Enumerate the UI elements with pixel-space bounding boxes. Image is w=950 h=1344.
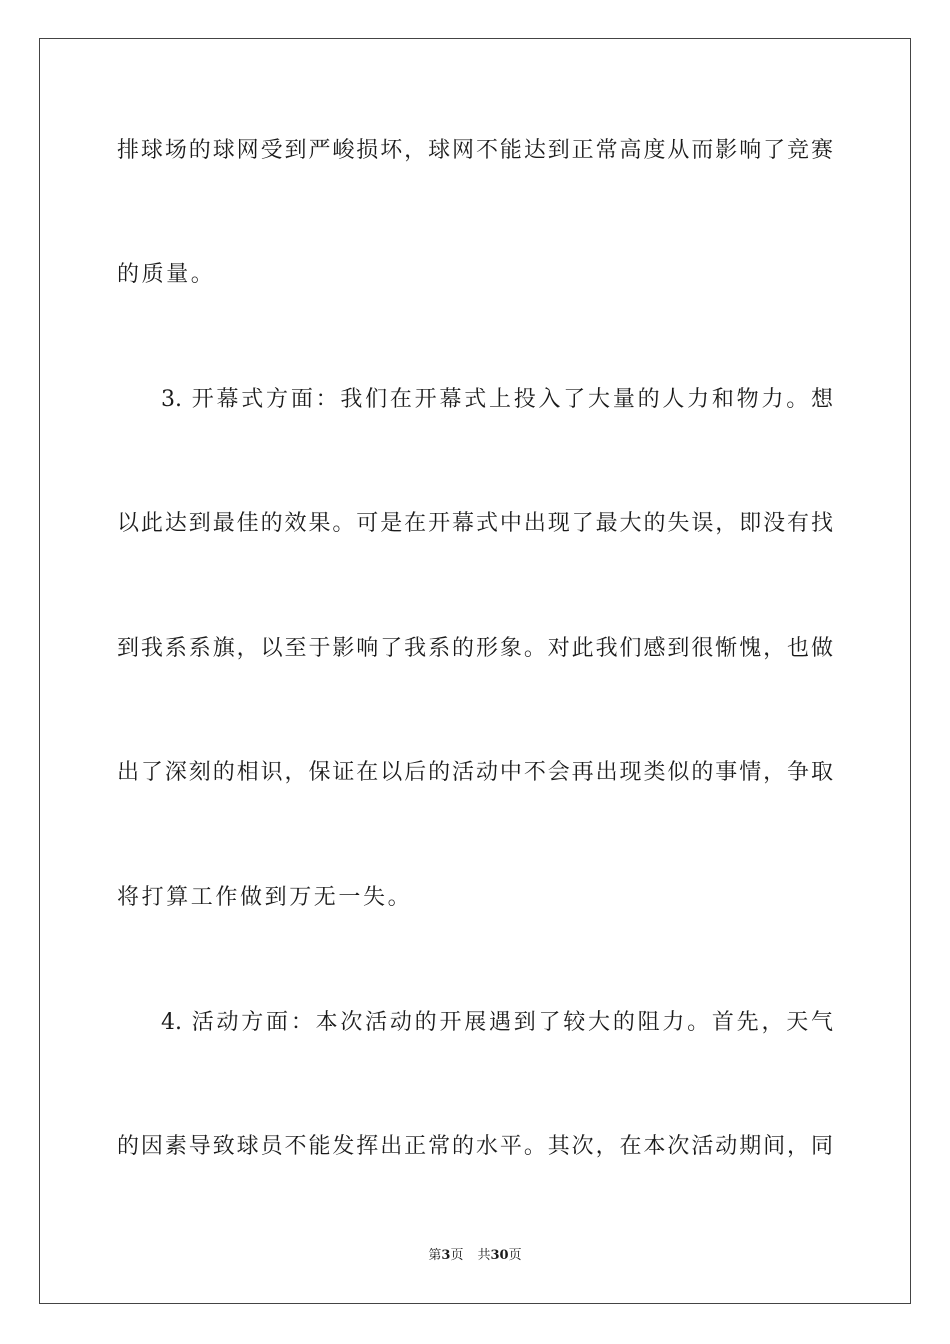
text-line: 4. 活动方面：本次活动的开展遇到了较大的阻力。首先，天气 bbox=[161, 1010, 833, 1035]
text-line: 出了深刻的相识，保证在以后的活动中不会再出现类似的事情，争取 bbox=[117, 760, 833, 785]
text-line: 3. 开幕式方面：我们在开幕式上投入了大量的人力和物力。想 bbox=[161, 387, 833, 412]
text-line: 的因素导致球员不能发挥出正常的水平。其次，在本次活动期间，同 bbox=[117, 1134, 833, 1159]
footer-total-suffix: 页 bbox=[508, 1248, 522, 1263]
page-footer bbox=[0, 1246, 950, 1266]
text-line: 将打算工作做到万无一失。 bbox=[117, 885, 413, 910]
footer-page-number: 3 bbox=[441, 1248, 451, 1263]
footer-page-prefix: 第 bbox=[428, 1248, 442, 1263]
text-line: 的质量。 bbox=[117, 262, 216, 287]
text-line: 以此达到最佳的效果。可是在开幕式中出现了最大的失误，即没有找 bbox=[117, 511, 833, 536]
text-line: 排球场的球网受到严峻损坏，球网不能达到正常高度从而影响了竞赛 bbox=[117, 138, 833, 163]
text-line: 到我系系旗，以至于影响了我系的形象。对此我们感到很惭愧，也做 bbox=[117, 636, 833, 661]
footer-page-suffix: 页 bbox=[450, 1248, 464, 1263]
footer-total-pages: 30 bbox=[490, 1248, 509, 1263]
footer-total-prefix: 共 bbox=[477, 1248, 491, 1263]
page-border bbox=[39, 38, 911, 1304]
